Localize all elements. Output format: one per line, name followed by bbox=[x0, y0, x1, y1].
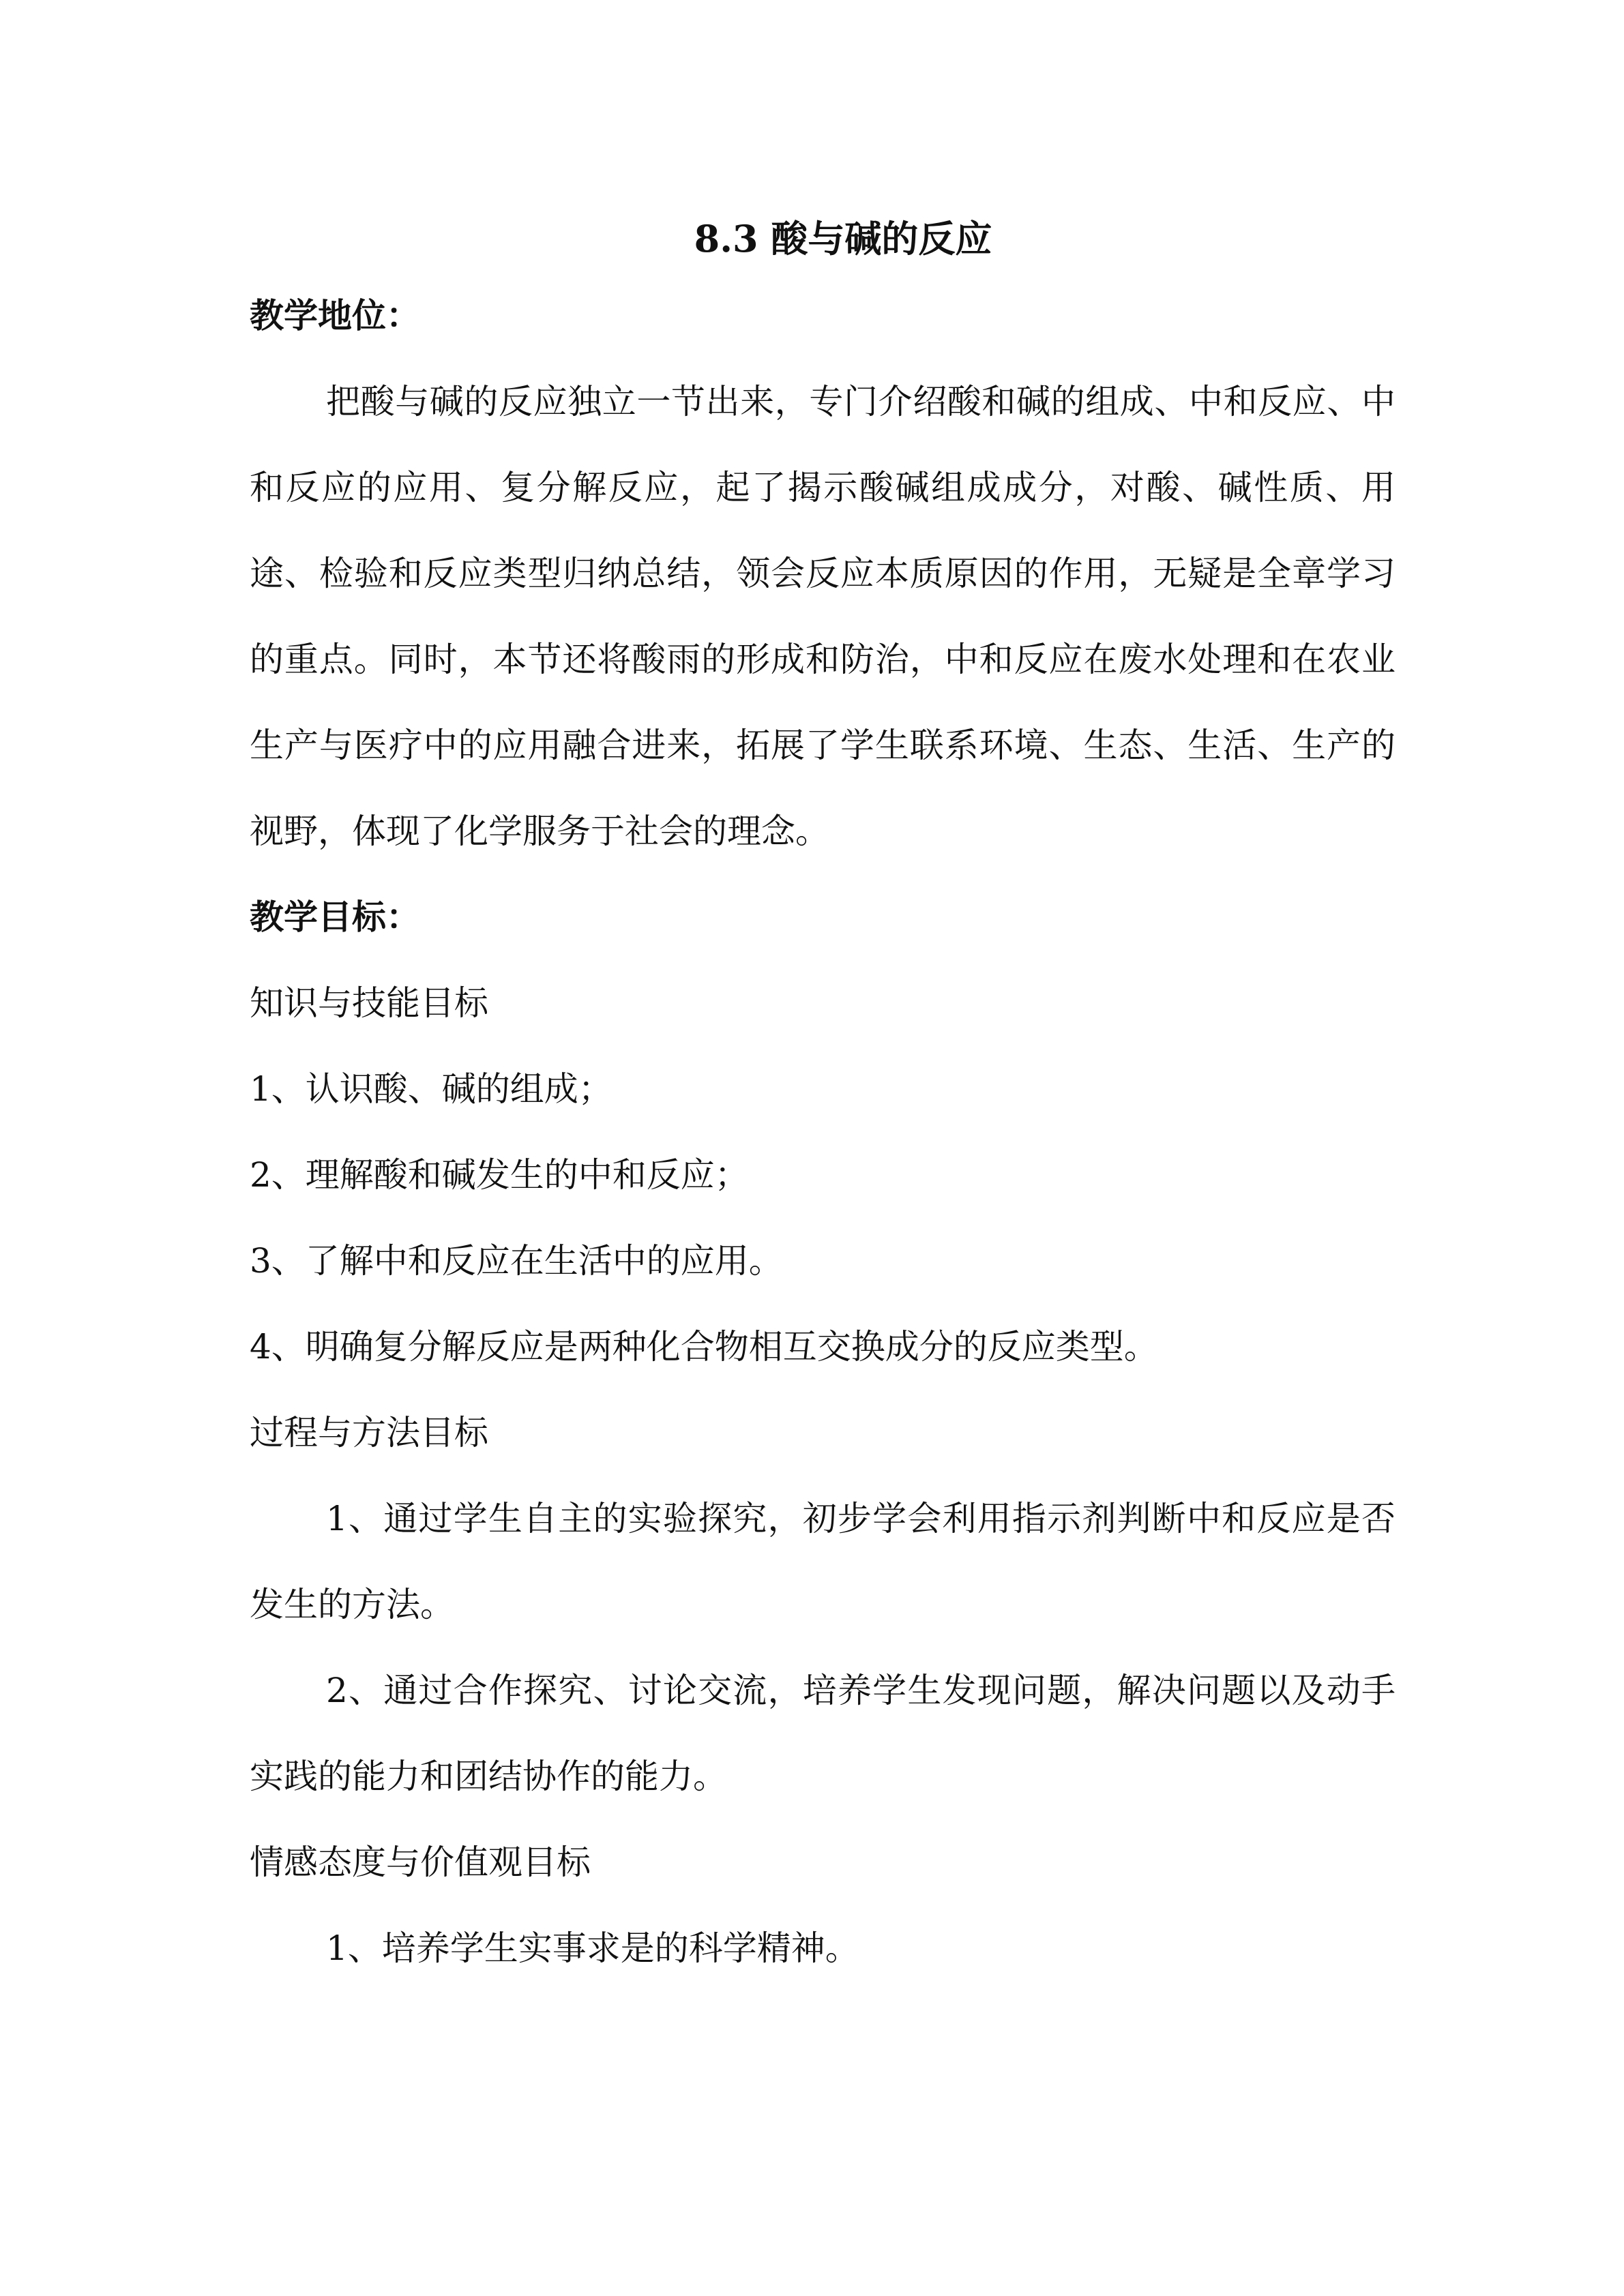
goal-group-label-process: 过程与方法目标 bbox=[250, 1413, 488, 1452]
document-title: 8.3 酸与碱的反应 bbox=[694, 217, 992, 260]
goal-group-label-attitude: 情感态度与价值观目标 bbox=[250, 1843, 591, 1882]
goal-item: 2、理解酸和碱发生的中和反应； bbox=[250, 1155, 749, 1195]
goal-item: 1、通过学生自主的实验探究，初步学会利用指示剂判断中和反应是否发生的方法。 bbox=[250, 1499, 1396, 1624]
goal-item: 1、认识酸、碱的组成； bbox=[250, 1069, 612, 1109]
goal-item: 3、了解中和反应在生活中的应用。 bbox=[250, 1241, 783, 1281]
goal-item: 1、培养学生实事求是的科学精神。 bbox=[326, 1928, 859, 1968]
teaching-position-paragraph: 把酸与碱的反应独立一节出来，专门介绍酸和碱的组成、中和反应、中和反应的应用、复分解反应，起了揭示酸碱组成成分，对酸、碱性质、用途、检验和反应类型归纳总结，领会反应本质原因的作用，无疑是全章学习的重点。同时，本节还将酸雨的形成和防治，中和反应在废水处理和在农业生产与医疗中的应用融合进来，拓展了学生联系环境、生态、生活、生产的视野，体现了化学服务于社会的理念。 bbox=[250, 382, 1396, 851]
document-page bbox=[250, 205, 1396, 1991]
goal-group-label-knowledge: 知识与技能目标 bbox=[250, 983, 488, 1023]
goal-item: 2、通过合作探究、讨论交流，培养学生发现问题，解决问题以及动手实践的能力和团结协作的能力。 bbox=[250, 1671, 1396, 1796]
section-heading-teaching-goals: 教学目标： bbox=[250, 897, 420, 937]
goal-item: 4、明确复分解反应是两种化合物相互交换成分的反应类型。 bbox=[250, 1327, 1158, 1367]
section-heading-teaching-position: 教学地位： bbox=[250, 295, 420, 336]
